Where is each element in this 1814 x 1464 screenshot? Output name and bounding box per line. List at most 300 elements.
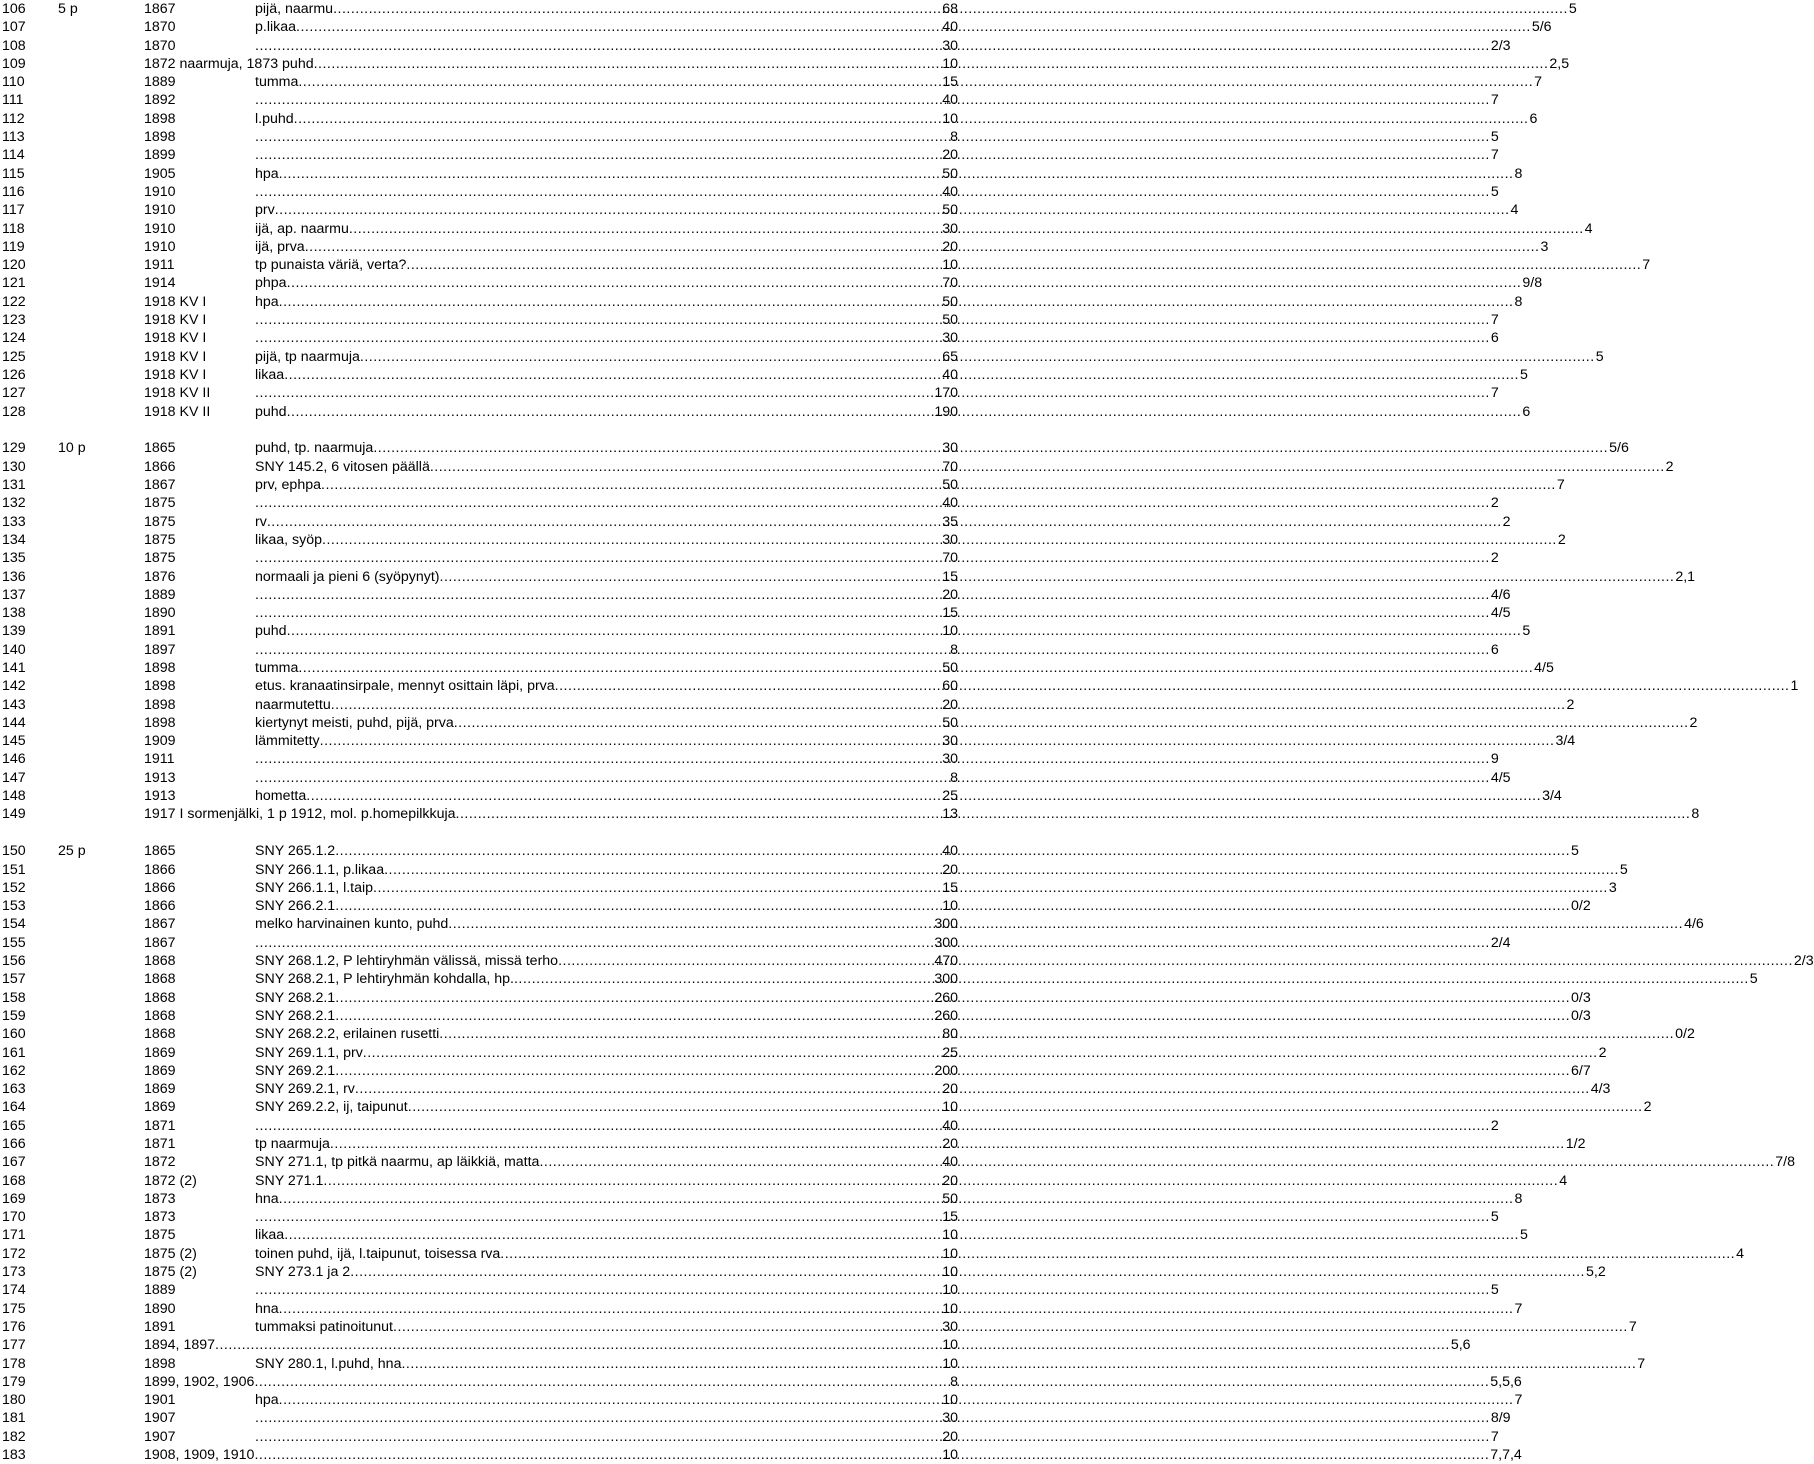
price: 10 [942, 623, 958, 640]
list-item [0, 18, 1552, 36]
condition: 5 [1490, 1282, 1499, 1299]
dot-leader [279, 1300, 1514, 1318]
year: 1867 [144, 934, 176, 951]
condition: 4 [1736, 1245, 1744, 1262]
price: 20 [942, 696, 958, 713]
list-item [0, 384, 1499, 402]
dot-leader [440, 568, 1675, 586]
list-item [0, 915, 1704, 933]
condition: 2/3 [1490, 37, 1511, 54]
condition: 8 [1514, 165, 1523, 182]
price: 50 [942, 165, 958, 182]
description: SNY 266.2.1 [255, 898, 336, 915]
list-item [0, 1300, 1523, 1318]
year: 1898 [144, 1355, 176, 1372]
item-number: 114 [2, 147, 25, 164]
description: SNY 265.1.2 [255, 843, 336, 860]
item-number: 165 [2, 1117, 26, 1134]
item-number: 142 [2, 678, 26, 695]
price: 25 [942, 1044, 958, 1061]
price: 50 [942, 202, 958, 219]
description: puhd [255, 403, 287, 420]
list-item [0, 128, 1499, 146]
description: p.likaa [255, 19, 297, 36]
condition: 5 [1522, 623, 1531, 640]
condition: 3/4 [1555, 733, 1576, 750]
condition: 2/4 [1490, 934, 1511, 951]
year: 1899 [144, 147, 176, 164]
list-item [0, 220, 1593, 238]
condition: 4 [1559, 1172, 1568, 1189]
entry-line [144, 1446, 1522, 1464]
list-item [0, 1098, 1652, 1116]
condition: 7 [1514, 1392, 1523, 1409]
description: hpa [255, 293, 279, 310]
list-item [0, 604, 1511, 622]
dot-leader [255, 641, 1490, 659]
item-number: 123 [2, 312, 26, 329]
condition: 7 [1490, 1428, 1499, 1445]
description: prv, ephpa [255, 477, 321, 494]
condition: 7/8 [1775, 1154, 1795, 1171]
dot-leader [255, 934, 1490, 952]
description: SNY 269.1.1, prv [255, 1044, 363, 1061]
item-number: 115 [2, 165, 25, 182]
dot-leader [296, 18, 1531, 36]
description: SNY 268.2.1, P lehtiryhmän kohdalla, hp. [255, 971, 514, 988]
item-number: 164 [2, 1099, 26, 1116]
list-item [0, 879, 1617, 897]
condition: 9/8 [1522, 275, 1543, 292]
description: hpa [255, 1392, 279, 1409]
list-item [0, 934, 1511, 952]
condition: 5 [1490, 129, 1499, 146]
item-number: 126 [2, 366, 26, 383]
price: 30 [942, 733, 958, 750]
item-number: 120 [2, 257, 26, 274]
item-number: 138 [2, 605, 26, 622]
price: 190 [934, 403, 958, 420]
list-item [0, 1409, 1511, 1427]
item-number: 173 [2, 1264, 26, 1281]
dot-leader [255, 146, 1490, 164]
price: 20 [942, 147, 958, 164]
year: 1890 [144, 605, 176, 622]
list-item [0, 1281, 1499, 1299]
price: 10 [942, 55, 958, 72]
list-item [0, 696, 1575, 714]
price: 470 [934, 953, 958, 970]
dot-leader [514, 970, 1749, 988]
list-item [0, 970, 1758, 988]
price: 30 [942, 330, 958, 347]
list-item [0, 1025, 1695, 1043]
year: 1918 KV I [144, 348, 207, 365]
condition: 2 [1557, 531, 1566, 548]
condition: 7 [1556, 477, 1565, 494]
condition: 5 [1520, 1227, 1528, 1244]
year: 1907 [144, 1410, 176, 1427]
item-number: 166 [2, 1136, 26, 1152]
condition: 5,6 [1450, 1337, 1471, 1354]
list-item [0, 146, 1499, 164]
year: 1898 [144, 678, 176, 695]
item-number: 151 [2, 861, 26, 878]
item-number: 127 [2, 385, 26, 402]
item-number: 106 [2, 1, 26, 17]
condition: 7 [1490, 385, 1499, 402]
year: 1869 [144, 1044, 176, 1061]
item-number: 148 [2, 788, 26, 805]
list-item [0, 641, 1499, 659]
dot-leader [287, 274, 1522, 292]
list-item [0, 586, 1511, 604]
year: 1891 [144, 1318, 176, 1335]
condition: 7 [1490, 92, 1499, 109]
price: 70 [942, 550, 958, 567]
item-number: 140 [2, 641, 26, 658]
list-item [0, 842, 1579, 860]
condition: 8 [1514, 293, 1523, 310]
description: SNY 266.1.1, p.likaa [255, 861, 385, 878]
description: phpa [255, 275, 287, 292]
year: 1876 [144, 568, 176, 585]
condition: 4/5 [1490, 605, 1511, 622]
year: 1871 [144, 1136, 176, 1152]
price: 70 [942, 458, 958, 475]
condition: 6 [1490, 641, 1499, 658]
description: SNY 266.1.1, l.taip [255, 879, 374, 896]
list-item [0, 1355, 1646, 1373]
year: 1910 [144, 183, 176, 200]
year: 1898 [144, 714, 176, 731]
item-number: 156 [2, 953, 26, 970]
description: SNY 280.1, l.puhd, hna [255, 1355, 402, 1372]
entry-line [144, 128, 1499, 146]
year: 1901 [144, 1392, 176, 1409]
price: 30 [942, 37, 958, 54]
year: 1897 [144, 641, 176, 658]
condition: 2 [1502, 513, 1511, 530]
price: 10 [942, 1337, 958, 1354]
list-item [0, 1373, 1522, 1391]
condition: 7 [1490, 312, 1499, 329]
year: 1908, 1909, 1910 [144, 1447, 255, 1464]
item-number: 145 [2, 733, 26, 750]
item-number: 159 [2, 1007, 26, 1024]
item-number: 117 [2, 202, 25, 219]
dot-leader [306, 787, 1541, 805]
price: 15 [942, 74, 958, 91]
price: 15 [942, 879, 958, 896]
description: l.puhd [255, 110, 294, 127]
condition: 6 [1529, 110, 1538, 127]
item-number: 109 [2, 55, 26, 72]
description: naarmutettu [255, 696, 331, 713]
list-item [0, 1318, 1637, 1336]
dot-leader [406, 256, 1641, 274]
list-item [0, 622, 1531, 640]
entry-line [144, 1373, 1522, 1391]
year: 1917 I sormenjälki, 1 p 1912, mol. p.homepilkkuja [144, 806, 456, 823]
condition: 6/7 [1571, 1062, 1591, 1079]
item-number: 149 [2, 806, 26, 823]
year: 1898 [144, 696, 176, 713]
item-number: 177 [2, 1337, 26, 1354]
price: 10 [942, 1264, 958, 1281]
price: 25 [942, 788, 958, 805]
description: likaa [255, 366, 285, 383]
price: 10 [942, 1282, 958, 1299]
price: 300 [934, 934, 958, 951]
year: 1894, 1897 [144, 1337, 216, 1354]
dot-leader [215, 1336, 1450, 1354]
condition: 8/9 [1490, 1410, 1511, 1427]
item-number: 129 [2, 440, 26, 457]
entry-line [144, 897, 1591, 915]
price: 50 [942, 714, 958, 731]
price: 13 [942, 806, 958, 823]
price: 10 [942, 1355, 958, 1372]
year: 1869 [144, 1081, 176, 1098]
price: 30 [942, 220, 958, 237]
price: 10 [942, 257, 958, 274]
item-number: 171 [2, 1227, 26, 1244]
item-number: 124 [2, 330, 26, 347]
description: tp naarmuja [255, 1136, 330, 1152]
dot-leader [305, 238, 1540, 256]
item-number: 174 [2, 1282, 26, 1299]
year: 1910 [144, 202, 176, 219]
year: 1905 [144, 165, 176, 182]
dot-leader [350, 1263, 1585, 1281]
condition: 7 [1514, 1300, 1523, 1317]
condition: 5 [1490, 1209, 1499, 1226]
dot-leader [322, 531, 1557, 549]
year: 1875 (2) [144, 1264, 197, 1281]
group-spacer [0, 421, 960, 440]
list-item [0, 1336, 1471, 1354]
condition: 7 [1642, 257, 1651, 274]
item-number: 111 [2, 92, 24, 109]
condition: 2,5 [1549, 55, 1570, 72]
dot-leader [255, 384, 1490, 402]
year: 1866 [144, 458, 176, 475]
item-number: 130 [2, 458, 26, 475]
dot-leader [284, 1226, 1519, 1244]
item-number: 162 [2, 1062, 26, 1079]
dot-leader [255, 183, 1490, 201]
dot-leader [360, 348, 1595, 366]
dot-leader [279, 1190, 1514, 1208]
dot-leader [454, 714, 1689, 732]
year: 1872 (2) [144, 1172, 197, 1189]
dot-leader [363, 1044, 1598, 1062]
condition: 1 [1790, 678, 1799, 695]
list-item [0, 1135, 1586, 1153]
description: SNY 269.2.1 [255, 1062, 336, 1079]
description: toinen puhd, ijä, l.taipunut, toisessa rva [255, 1245, 501, 1262]
dot-leader [314, 55, 1549, 73]
condition: 2/3 [1793, 953, 1814, 970]
item-number: 175 [2, 1300, 26, 1317]
list-item [0, 1245, 1744, 1263]
price: 40 [942, 1117, 958, 1134]
item-number: 139 [2, 623, 26, 640]
condition: 4 [1584, 220, 1593, 237]
group-spacer [0, 824, 960, 843]
year: 1875 [144, 1227, 176, 1244]
item-number: 119 [2, 238, 25, 255]
condition: 5 [1520, 366, 1528, 383]
condition: 5 [1595, 348, 1604, 365]
dot-leader [500, 1245, 1735, 1263]
list-item [0, 952, 1814, 970]
dot-leader [323, 1172, 1558, 1190]
description: kiertynyt meisti, puhd, pijä, prva [255, 714, 454, 731]
description: puhd, tp. naarmuja [255, 440, 374, 457]
item-number: 183 [2, 1447, 26, 1464]
year: 1875 [144, 513, 176, 530]
year: 1875 (2) [144, 1245, 197, 1262]
condition: 7 [1490, 147, 1499, 164]
year: 1889 [144, 1282, 176, 1299]
dot-leader [555, 677, 1790, 695]
price: 260 [934, 1007, 958, 1024]
dot-leader [255, 1117, 1490, 1135]
item-number: 176 [2, 1318, 26, 1335]
price: 30 [942, 531, 958, 548]
list-item [0, 0, 1577, 18]
dot-leader [298, 73, 1533, 91]
list-item [0, 183, 1499, 201]
list-item [0, 568, 1696, 586]
list-item [0, 348, 1604, 366]
condition: 2 [1643, 1099, 1652, 1116]
item-number: 133 [2, 513, 26, 530]
list-item [0, 750, 1499, 768]
list-item [0, 1153, 1795, 1171]
price: 30 [942, 1410, 958, 1427]
condition: 5/6 [1531, 19, 1552, 36]
year: 1865 [144, 440, 176, 457]
dot-leader [439, 1025, 1674, 1043]
dot-leader [373, 879, 1608, 897]
description: SNY 268.2.1 [255, 1007, 336, 1024]
dot-leader [255, 1409, 1490, 1427]
year: 1918 KV I [144, 293, 207, 310]
price: 40 [942, 183, 958, 200]
dot-leader [320, 732, 1555, 750]
list-item [0, 165, 1523, 183]
item-number: 181 [2, 1410, 26, 1427]
list-item [0, 513, 1511, 531]
dot-leader [254, 1373, 1489, 1391]
dot-leader [384, 861, 1619, 879]
dot-leader [298, 659, 1533, 677]
condition: 8 [1691, 806, 1700, 823]
item-number: 141 [2, 659, 26, 676]
year: 1899, 1902, 1906 [144, 1373, 255, 1390]
price: 10 [942, 1300, 958, 1317]
condition: 9 [1490, 751, 1499, 768]
dot-leader [448, 915, 1683, 933]
year: 1866 [144, 879, 176, 896]
year: 1867 [144, 916, 176, 933]
condition: 5,5,6 [1490, 1373, 1522, 1390]
item-number: 118 [2, 220, 25, 237]
year: 1871 [144, 1117, 176, 1134]
price: 50 [942, 293, 958, 310]
item-number: 172 [2, 1245, 26, 1262]
year: 1868 [144, 989, 176, 1006]
list-item [0, 110, 1538, 128]
year: 1867 [144, 477, 176, 494]
list-item [0, 531, 1566, 549]
price: 10 [942, 898, 958, 915]
condition: 3 [1608, 879, 1617, 896]
description: tp punaista väriä, verta? [255, 257, 407, 274]
description: SNY 268.2.2, erilainen rusetti [255, 1026, 440, 1043]
dot-leader [279, 293, 1514, 311]
year: 1869 [144, 1062, 176, 1079]
item-number: 112 [2, 110, 25, 127]
item-number: 122 [2, 293, 26, 310]
price: 300 [934, 971, 958, 988]
list-item [0, 458, 1674, 476]
item-number: 157 [2, 971, 26, 988]
dot-leader [284, 366, 1519, 384]
price: 68 [942, 1, 958, 17]
dot-leader [255, 750, 1490, 768]
price: 15 [942, 605, 958, 622]
price: 20 [942, 238, 958, 255]
item-number: 154 [2, 916, 26, 933]
dot-leader [558, 952, 1793, 970]
year: 1870 [144, 37, 176, 54]
price: 10 [942, 1447, 958, 1464]
condition: 7 [1637, 1355, 1646, 1372]
condition: 5 [1619, 861, 1628, 878]
item-number: 153 [2, 898, 26, 915]
list-item [0, 37, 1511, 55]
price: 50 [942, 1190, 958, 1207]
denomination: 5 p [58, 1, 78, 17]
item-number: 169 [2, 1190, 26, 1207]
year: 1907 [144, 1428, 176, 1445]
list-item [0, 677, 1799, 695]
description: SNY 145.2, 6 vitosen päällä [255, 458, 430, 475]
list-item [0, 1117, 1499, 1135]
dot-leader [373, 439, 1608, 457]
price: 260 [934, 989, 958, 1006]
dot-leader [349, 220, 1584, 238]
list-item [0, 91, 1499, 109]
price: 10 [942, 1099, 958, 1116]
price: 8 [950, 129, 958, 146]
price: 80 [942, 1026, 958, 1043]
item-number: 182 [2, 1428, 26, 1445]
condition: 0/3 [1571, 1007, 1591, 1024]
price: 40 [942, 19, 958, 36]
price: 40 [942, 495, 958, 512]
year: 1889 [144, 586, 176, 603]
price: 40 [942, 843, 958, 860]
year: 1872 [144, 1154, 176, 1171]
dot-leader [294, 110, 1529, 128]
list-item [0, 366, 1528, 384]
price: 50 [942, 477, 958, 494]
